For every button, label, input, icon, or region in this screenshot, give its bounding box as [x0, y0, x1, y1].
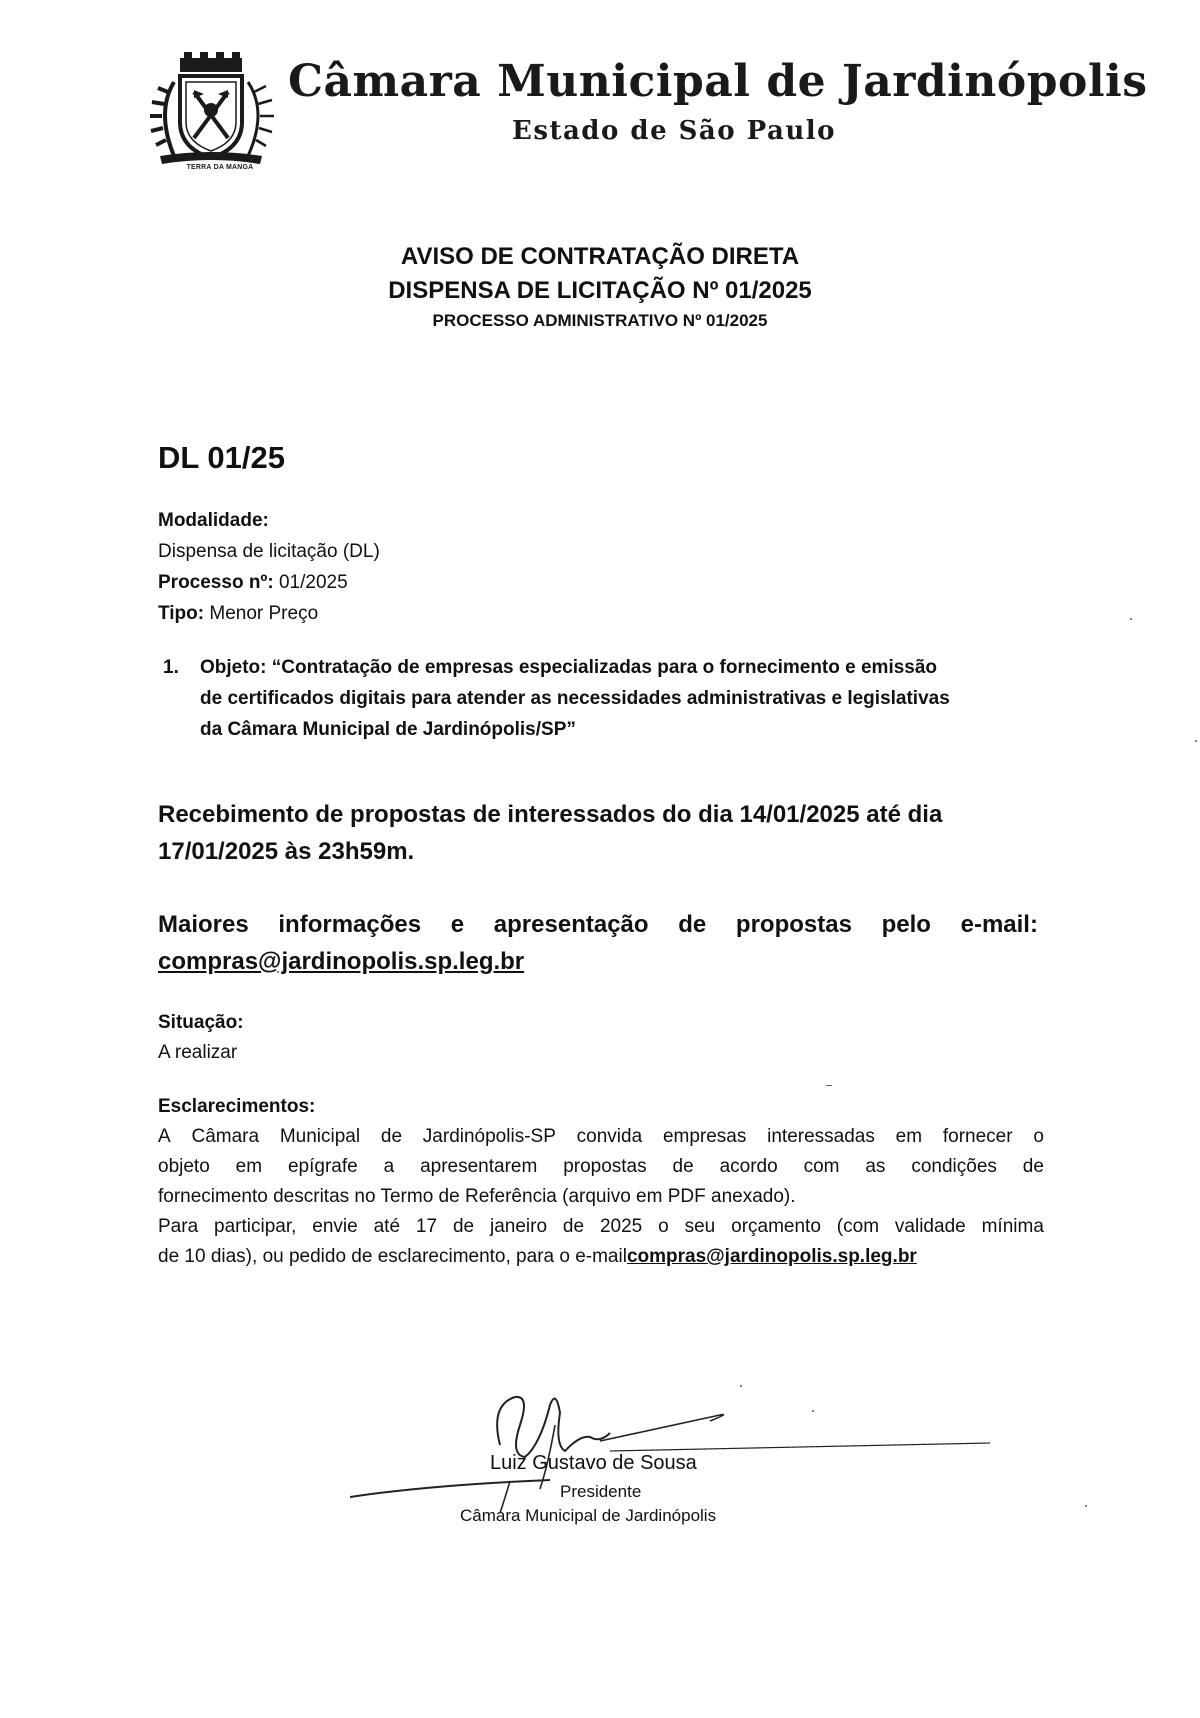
notice-title [300, 240, 900, 334]
esclarecimentos-line-2 [158, 1152, 1044, 1182]
esclarecimentos-word: acordo [719, 1156, 778, 1177]
esclarecimentos-word: de [1022, 1156, 1044, 1177]
informacoes-word: pelo [881, 911, 931, 938]
esclarecimentos-word: (com [836, 1216, 880, 1237]
esclarecimentos-line-4 [158, 1212, 1044, 1242]
processo-label: Processo nº: [158, 572, 274, 593]
situacao-value: A realizar [158, 1042, 238, 1063]
esclarecimentos-word: de [672, 1156, 694, 1177]
contact-email-link[interactable]: compras@jardinopolis.sp.leg.br [158, 948, 525, 975]
esclarecimentos-line-3: fornecimento descritas no Termo de Referência (arquivo em PDF anexado). [158, 1186, 796, 1207]
scan-speck [826, 1085, 832, 1086]
esclarecimentos-word: até [373, 1216, 401, 1237]
recebimento-line-1: Recebimento de propostas de interessados do dia 14/01/2025 até dia [158, 801, 943, 828]
esclarecimentos-word: de [452, 1216, 475, 1237]
scan-speck [740, 1385, 742, 1387]
letterhead [150, 52, 1148, 182]
esclarecimentos-word: participar, [214, 1216, 297, 1237]
scan-speck [1085, 1505, 1087, 1507]
esclarecimentos-word: mínima [981, 1216, 1044, 1237]
tipo-row [158, 598, 380, 629]
institution-name: Câmara Municipal de Jardinópolis [288, 56, 1148, 107]
esclarecimentos-word: Para [158, 1216, 199, 1237]
title-line-3: PROCESSO ADMINISTRATIVO Nº 01/2025 [432, 311, 768, 330]
scan-speck [812, 1410, 814, 1412]
situacao-block [158, 1008, 244, 1068]
informacoes-paragraph [158, 906, 1038, 980]
esclarecimentos-word: em [895, 1126, 923, 1147]
esclarecimentos-line-5 [158, 1242, 1044, 1272]
esclarecimentos-word: objeto [158, 1156, 210, 1177]
esclarecimentos-word: seu [684, 1216, 716, 1237]
esclarecimentos-word: Municipal [279, 1126, 361, 1147]
modalidade-value: Dispensa de licitação (DL) [158, 541, 380, 562]
esclarecimentos-word: Câmara [191, 1126, 260, 1147]
esclarecimentos-word: fornecer [942, 1126, 1013, 1147]
handwritten-signature [350, 1385, 990, 1515]
objeto-text [200, 652, 1060, 745]
esclarecimentos-word: 2025 [599, 1216, 643, 1237]
informacoes-word: propostas [735, 911, 852, 938]
title-line-2: DISPENSA DE LICITAÇÃO Nº 01/2025 [388, 277, 812, 304]
signatory-organization: Câmara Municipal de Jardinópolis [460, 1506, 717, 1525]
modalidade-label: Modalidade: [158, 510, 269, 531]
informacoes-word: de [678, 911, 707, 938]
esclarecimentos-word: a [383, 1156, 395, 1177]
esclarecimentos-word: convida [576, 1126, 643, 1147]
esclarecimentos-word: epígrafe [287, 1156, 358, 1177]
scan-speck [1130, 618, 1132, 620]
tipo-label: Tipo: [158, 603, 205, 624]
esclarecimentos-email-link[interactable]: compras@jardinopolis.sp.leg.br [626, 1246, 917, 1267]
esclarecimentos-word: em [235, 1156, 263, 1177]
objeto-number: 1. [163, 657, 179, 678]
esclarecimentos-word: validade [894, 1216, 966, 1237]
esclarecimentos-word: A [158, 1126, 171, 1147]
esclarecimentos-word: com [803, 1156, 840, 1177]
esclarecimentos-word: empresas [662, 1126, 747, 1147]
signatory-role: Presidente [560, 1482, 642, 1501]
esclarecimentos-word: envie [312, 1216, 358, 1237]
info-block [158, 505, 380, 629]
esclarecimentos-word: condições [911, 1156, 997, 1177]
signatory-name: Luiz Gustavo de Sousa [490, 1452, 697, 1474]
informacoes-word: e [450, 911, 465, 938]
esclarecimentos-word: o [658, 1216, 669, 1237]
esclarecimentos-word: o [1033, 1126, 1044, 1147]
esclarecimentos-word: propostas [563, 1156, 647, 1177]
situacao-label: Situação: [158, 1012, 244, 1033]
esclarecimentos-label: Esclarecimentos: [158, 1096, 316, 1117]
informacoes-line-1 [158, 906, 1038, 943]
dl-code-heading: DL 01/25 [158, 440, 285, 475]
esclarecimentos-word: de [380, 1126, 403, 1147]
crest-motto: TERRA DA MANGA [186, 164, 254, 171]
objeto-line-1: Objeto: “Contratação de empresas especializadas para o fornecimento e emissão [200, 657, 938, 678]
processo-row [158, 567, 380, 598]
objeto-line-2: de certificados digitais para atender as necessidades administrativas e legislativas [200, 688, 950, 709]
recebimento-paragraph [158, 796, 1038, 870]
scan-speck [1195, 740, 1197, 742]
esclarecimentos-word: apresentarem [420, 1156, 538, 1177]
institution-state: Estado de São Paulo [512, 116, 836, 146]
esclarecimentos-word: Jardinópolis-SP [422, 1126, 556, 1147]
esclarecimentos-block [158, 1092, 1048, 1272]
esclarecimentos-word: interessadas [767, 1126, 875, 1147]
processo-value: 01/2025 [273, 572, 348, 593]
esclarecimentos-line-1 [158, 1122, 1044, 1152]
coat-of-arms-icon [150, 52, 280, 172]
informacoes-word: e-mail: [960, 911, 1038, 938]
informacoes-word: apresentação [493, 911, 649, 938]
esclarecimentos-line-5-text: de 10 dias), ou pedido de esclarecimento, para o e-mail [158, 1246, 627, 1267]
tipo-value: Menor Preço [204, 603, 319, 624]
title-line-1: AVISO DE CONTRATAÇÃO DIRETA [400, 243, 800, 270]
informacoes-word: Maiores [158, 911, 249, 938]
objeto-line-3: da Câmara Municipal de Jardinópolis/SP” [200, 719, 576, 740]
esclarecimentos-word: 17 [415, 1216, 438, 1237]
recebimento-line-2: 17/01/2025 às 23h59m. [158, 838, 415, 865]
informacoes-word: informações [278, 911, 422, 938]
esclarecimentos-word: janeiro [489, 1216, 548, 1237]
esclarecimentos-word: orçamento [731, 1216, 821, 1237]
esclarecimentos-word: as [865, 1156, 886, 1177]
esclarecimentos-word: de [562, 1216, 585, 1237]
